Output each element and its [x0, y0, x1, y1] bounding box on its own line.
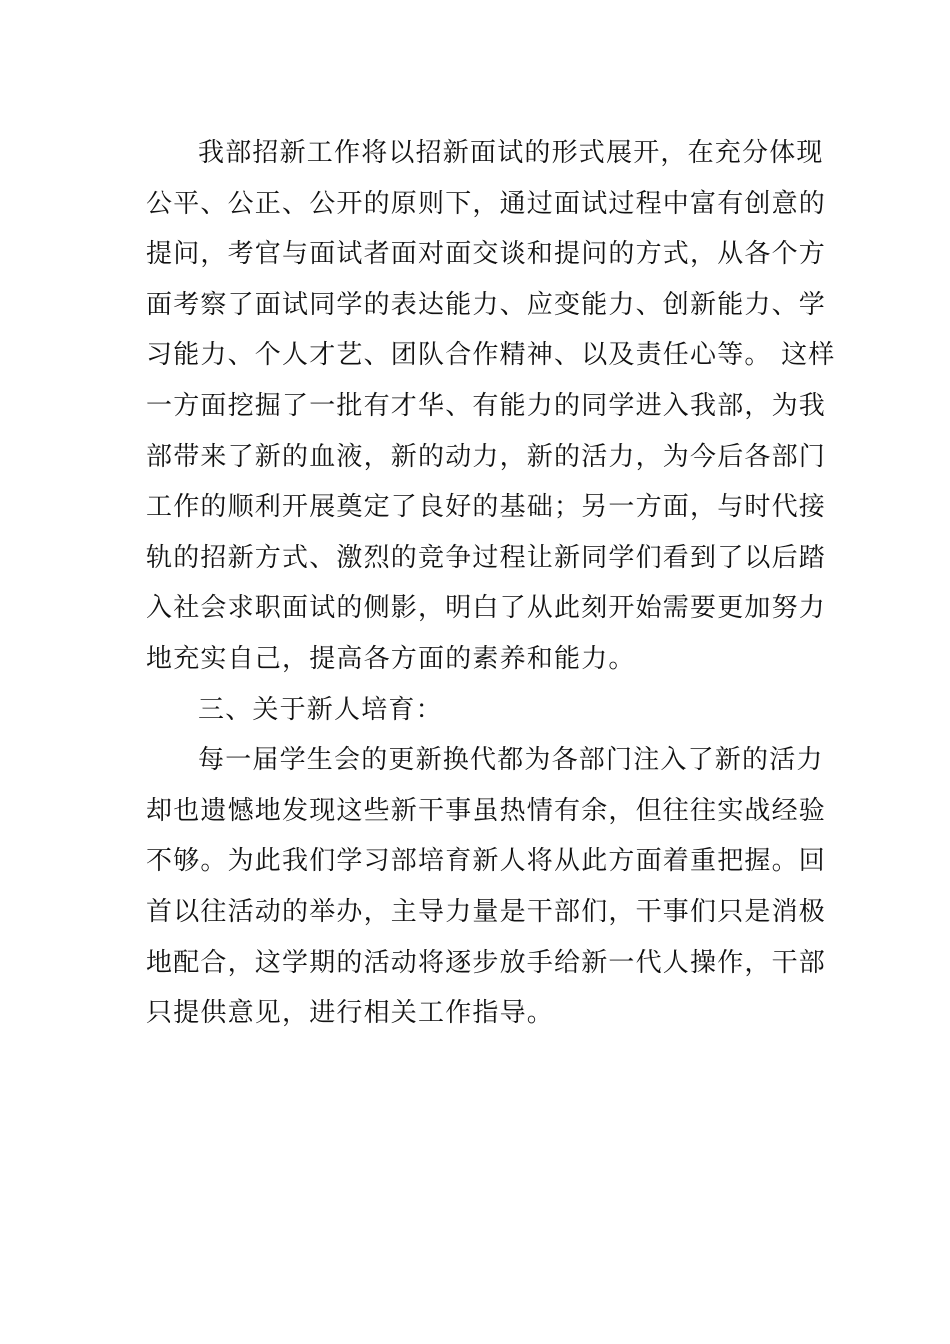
paragraph-line: 轨的招新方式、激烈的竞争过程让新同学们看到了以后踏: [146, 542, 827, 573]
paragraph-recruitment: [146, 128, 836, 685]
paragraph-line: 地配合，这学期的活动将逐步放手给新一代人操作，干部: [146, 947, 827, 978]
paragraph-line: 只提供意见，进行相关工作指导。: [146, 998, 555, 1029]
paragraph-line: 公平、公正、公开的原则下，通过面试过程中富有创意的: [146, 188, 827, 219]
paragraph-line: 不够。为此我们学习部培育新人将从此方面着重把握。回: [146, 846, 827, 877]
paragraph-line: 一方面挖掘了一批有才华、有能力的同学进入我部，为我: [146, 390, 827, 421]
document-body: [146, 128, 836, 1039]
paragraph-line: 面考察了面试同学的表达能力、应变能力、创新能力、学: [146, 289, 827, 320]
paragraph-line: 工作的顺利开展奠定了良好的基础；另一方面，与时代接: [146, 492, 827, 523]
paragraph-line: 习能力、个人才艺、团队合作精神、以及责任心等。 这样: [146, 340, 836, 371]
paragraph-line: 入社会求职面试的侧影，明白了从此刻开始需要更加努力: [146, 593, 827, 624]
paragraph-line: 却也遗憾地发现这些新干事虽热情有余，但往往实战经验: [146, 795, 827, 826]
section-heading: 三、关于新人培育：: [198, 694, 443, 725]
paragraph-line: 地充实自己，提高各方面的素养和能力。: [146, 643, 636, 674]
paragraph-line: 提问，考官与面试者面对面交谈和提问的方式，从各个方: [146, 239, 827, 270]
paragraph-training: [146, 735, 827, 1039]
paragraph-line: 部带来了新的血液，新的动力，新的活力，为今后各部门: [146, 441, 827, 472]
paragraph-line: 首以往活动的举办，主导力量是干部们，干事们只是消极: [146, 896, 827, 927]
paragraph-line: 我部招新工作将以招新面试的形式展开，在充分体现: [198, 138, 824, 168]
paragraph-line: 每一届学生会的更新换代都为各部门注入了新的活力: [198, 745, 824, 776]
